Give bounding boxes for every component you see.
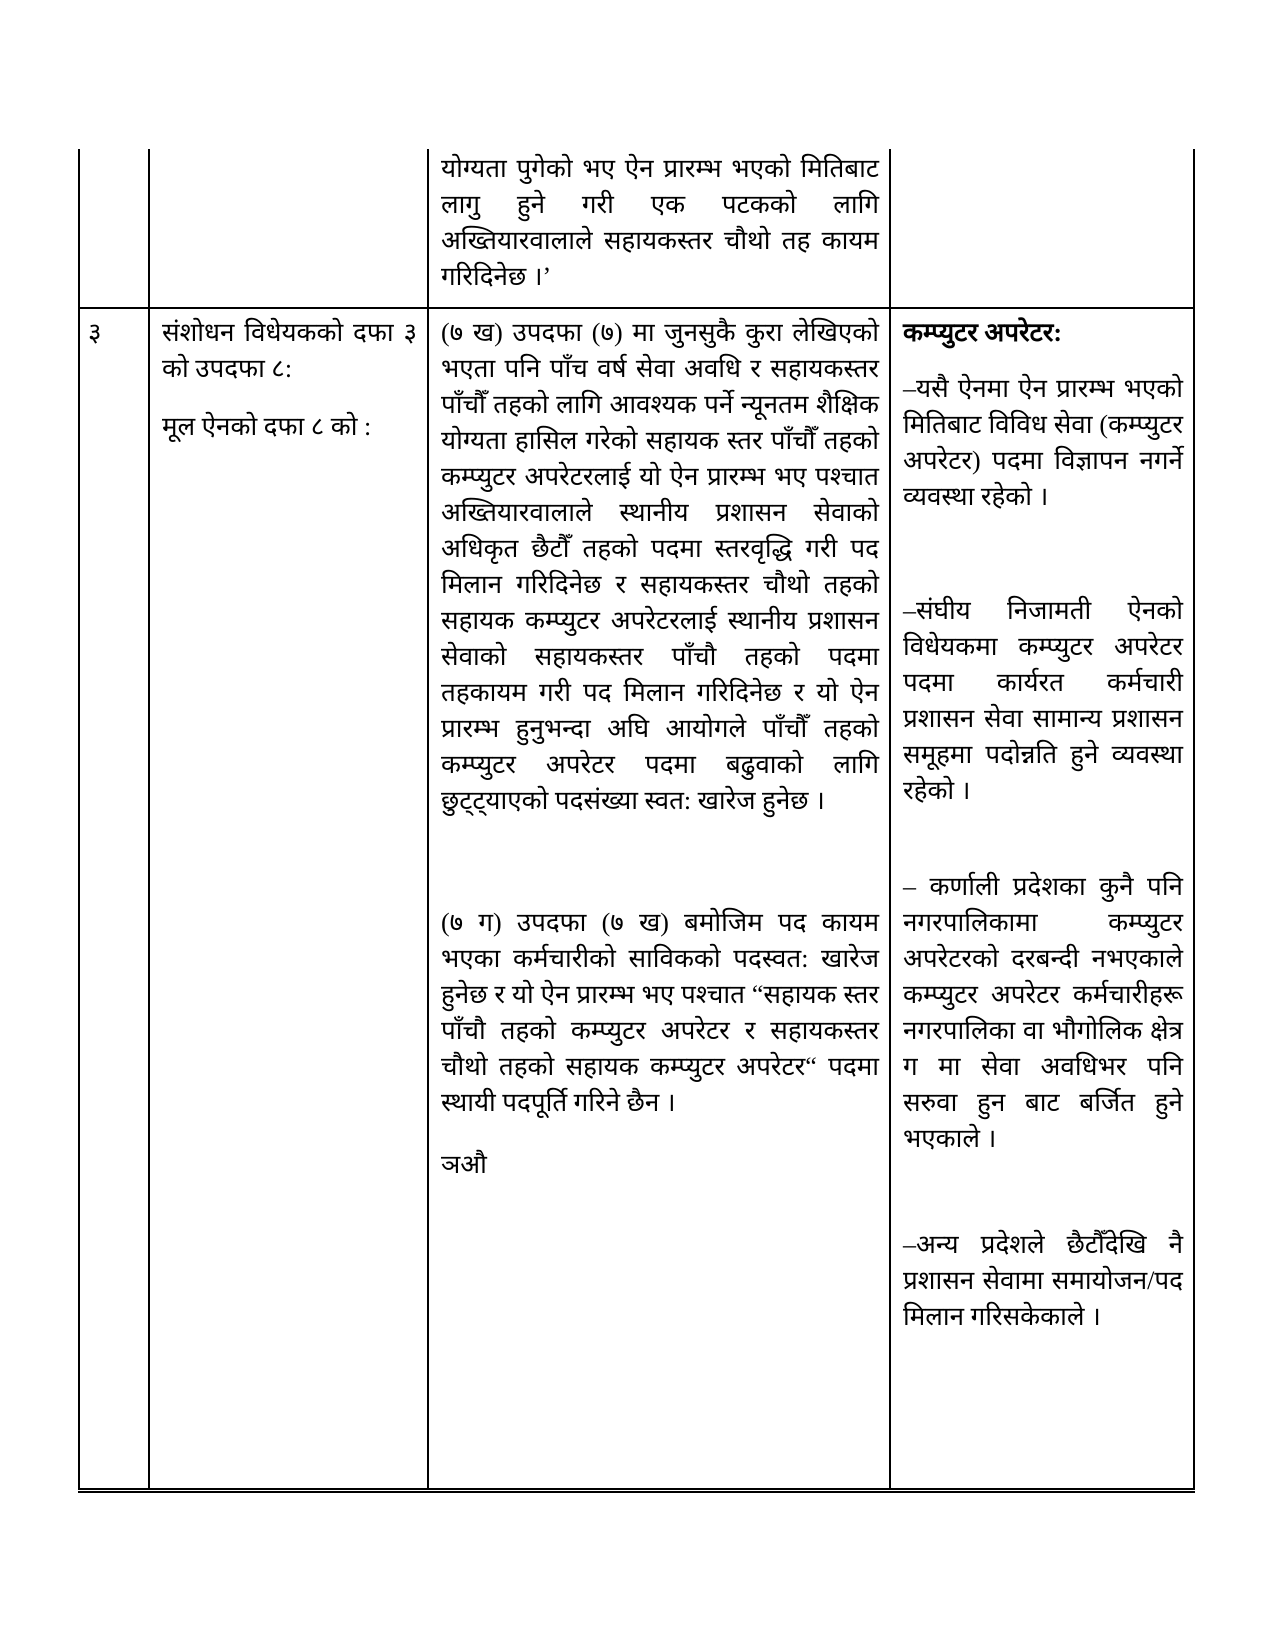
serial-number: ३: [88, 318, 102, 347]
amendment-comparison-table: [78, 149, 1195, 1493]
serial-number-cell: [79, 308, 149, 1490]
remarks-heading: कम्प्युटर अपरेटर:: [903, 318, 1063, 347]
table-row: [79, 308, 1194, 1490]
remark-item: – कर्णाली प्रदेशका कुनै पनि नगरपालिकामा कम्प्युटर अपरेटरको दरबन्दी नभएकाले कम्प्युटर अपरेटर कर्मचारीहरू नगरपालिका वा भौगोलिक क्षेत्र ग मा सेवा अवधिभर पनि सरुवा हुन बाट बर्जित हुने भएकाले ।: [903, 872, 1183, 1153]
remark-item: –अन्य प्रदेशले छैटौँदेखि नै प्रशासन सेवामा समायोजन/पद मिलान गरिसकेकाले ।: [903, 1230, 1183, 1331]
provision-cell: [428, 149, 890, 308]
remark-item: –यसै ऐनमा ऐन प्रारम्भ भएको मितिबाट विविध सेवा (कम्प्युटर अपरेटर) पदमा विज्ञापन नगर्ने व्यवस्था रहेको ।: [903, 374, 1183, 511]
table-row-continuation: [79, 149, 1194, 308]
remark-item: –संघीय निजामती ऐनको विधेयकमा कम्प्युटर अपरेटर पदमा कार्यरत कर्मचारी प्रशासन सेवा सामान्य प्रशासन समूहमा पदोन्नति हुने व्यवस्था रहेको ।: [903, 596, 1183, 805]
provision-paragraph: (७ ग) उपदफा (७ ख) बमोजिम पद कायम भएका कर्मचारीको साविकको पदस्वत: खारेज हुनेछ र यो ऐन प्रारम्भ भए पश्चात “सहायक स्तर पाँचौ तहको कम्प्युटर अपरेटर र सहायकस्तर चौथो तहको सहायक कम्प्युटर अपरेटर“ पदमा स्थायी पदपूर्ति गरिने छैन ।: [441, 908, 879, 1117]
serial-number-cell: [79, 149, 149, 308]
provision-cell: [428, 308, 890, 1490]
clause-paragraph: संशोधन विधेयकको दफा ३ को उपदफा ८:: [162, 318, 417, 383]
clause-paragraph: मूल ऐनको दफा ८ को :: [162, 412, 372, 441]
clause-cell: [149, 149, 428, 308]
clause-cell: [149, 308, 428, 1490]
remarks-cell: [890, 149, 1194, 308]
provision-paragraph: (७ ख) उपदफा (७) मा जुनसुकै कुरा लेखिएको भएता पनि पाँच वर्ष सेवा अवधि र सहायकस्तर पाँचौँ तहको लागि आवश्यक पर्ने न्यूनतम शैक्षिक योग्यता हासिल गरेको सहायक स्तर पाँचौँ तहको कम्प्युटर अपरेटरलाई यो ऐन प्रारम्भ भए पश्चात अख्तियारवालाले स्थानीय प्रशासन सेवाको अधिकृत छैटौँ तहको पदमा स्तरवृद्धि गरी पद मिलान गरिदिनेछ र सहायकस्तर चौथो तहको सहायक कम्प्युटर अपरेटरलाई स्थानीय प्रशासन सेवाको सहायकस्तर पाँचौ तहको पदमा तहकायम गरी पद मिलान गरिदिनेछ र यो ऐन प्रारम्भ हुनुभन्दा अघि आयोगले पाँचौँ तहको कम्प्युटर अपरेटर पदमा बढुवाको लागि छुट्ट्याएको पदसंख्या स्वत: खारेज हुनेछ ।: [441, 318, 879, 815]
provision-paragraph: योग्यता पुगेको भए ऐन प्रारम्भ भएको मितिबाट लागु हुने गरी एक पटकको लागि अख्तियारवालाले सहायकस्तर चौथो तह कायम गरिदिनेछ ।’: [441, 154, 879, 291]
remarks-cell: [890, 308, 1194, 1490]
provision-paragraph: ञऔ: [441, 1150, 487, 1179]
